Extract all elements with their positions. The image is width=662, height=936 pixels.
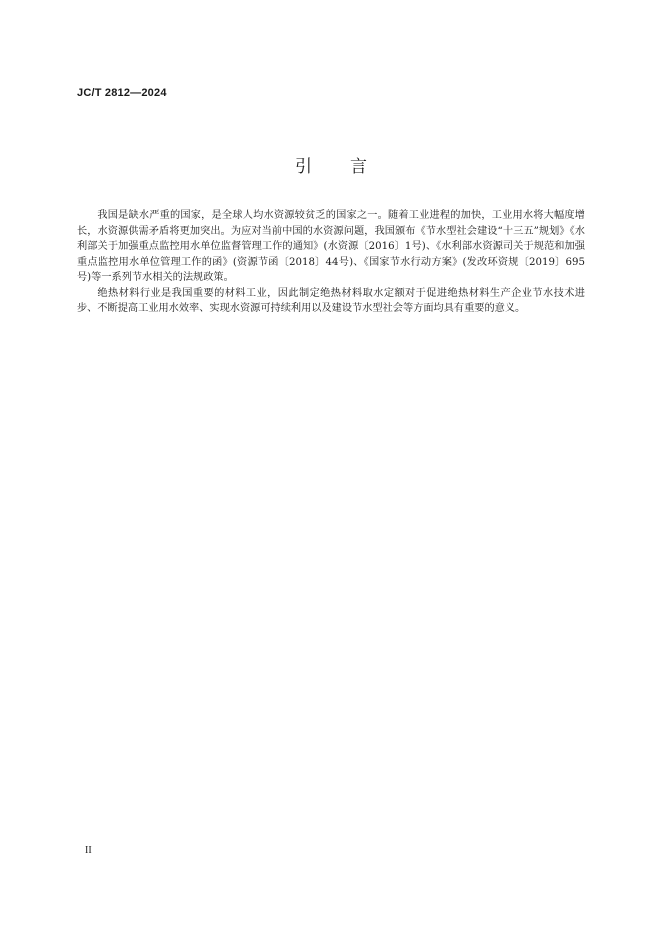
- document-code: JC/T 2812—2024: [77, 87, 167, 99]
- section-title: 引言: [295, 157, 405, 177]
- paragraph-1: 我国是缺水严重的国家，是全球人均水资源较贫乏的国家之一。随着工业进程的加快，工业用水将大幅度增长，水资源供需矛盾将更加突出。为应对当前中国的水资源问题，我国颁布《节水型社会建设“十三五”规划》《水利部关于加强重点监控用水单位监督管理工作的通知》(水资源〔2016〕1号)、《水利部水资源司关于规范和加强重点监控用水单位管理工作的函》(资源节函〔2018〕44号)、《国家节水行动方案》(发改环资规〔2019〕695号)等一系列节水相关的法规政策。: [77, 210, 585, 283]
- paragraph-2: 绝热材料行业是我国重要的材料工业，因此制定绝热材料取水定额对于促进绝热材料生产企业节水技术进步、不断提高工业用水效率、实现水资源可持续利用以及建设节水型社会等方面均具有重要的意义。: [77, 287, 585, 314]
- page-number: II: [85, 845, 92, 856]
- body-text: [77, 208, 585, 317]
